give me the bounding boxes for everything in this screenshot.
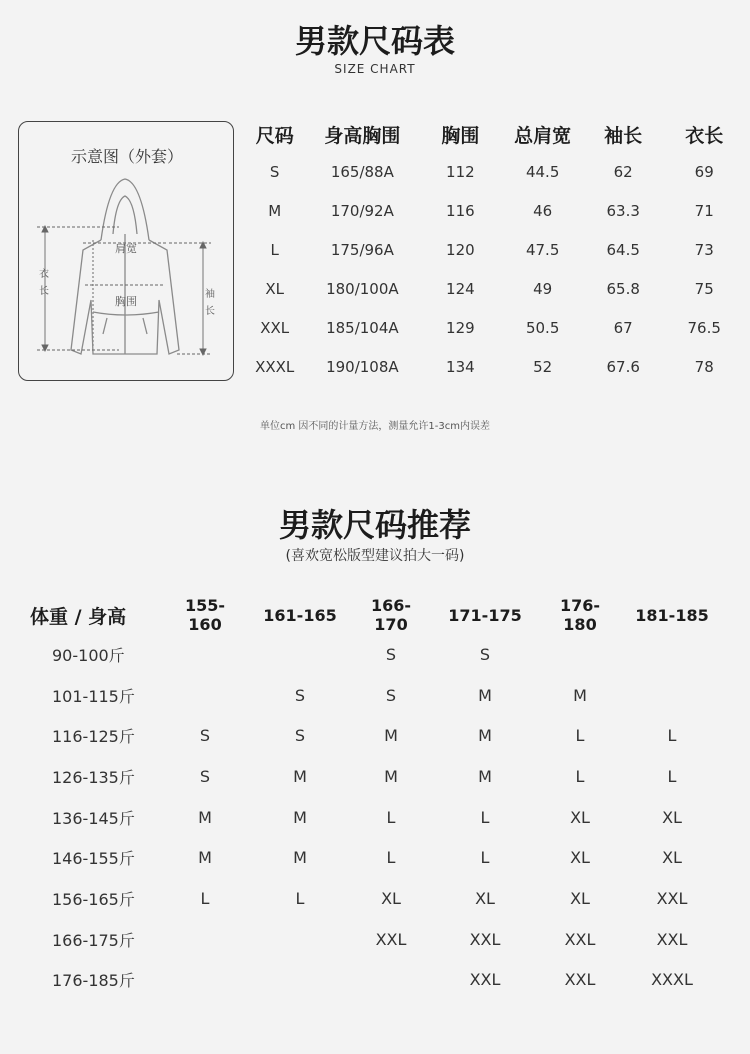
size-cell: L [295, 888, 305, 908]
header-height-range: 161-165 [263, 605, 337, 625]
size-cell: XL [570, 807, 590, 827]
cell-height-chest: 170/92A [330, 201, 394, 220]
recommend-table-header [30, 596, 732, 634]
recommend-subtitle: (喜欢宽松版型建议拍大一码) [285, 548, 465, 564]
size-cell: M [198, 807, 212, 827]
size-cell: M [573, 685, 587, 705]
header-weight-height: 体重 / 身高 [30, 605, 127, 628]
cell-size: XL [265, 279, 285, 298]
cell-shoulder: 44.5 [525, 162, 560, 181]
cell-chest: 124 [446, 279, 475, 298]
size-cell: S [199, 766, 211, 786]
cell-size: XXXL [255, 357, 295, 376]
cell-sleeve: 67 [613, 318, 633, 337]
header-height-range: 155-160 [184, 596, 226, 634]
size-cell: S [385, 644, 397, 664]
cell-length: 73 [694, 240, 714, 259]
measurement-note: 单位cm 因不同的计量方法，测量允许1-3cm内误差 [260, 421, 490, 432]
size-cell [612, 634, 732, 675]
table-row [30, 960, 732, 1001]
header-height-range: 176-180 [559, 596, 601, 634]
header-height-chest: 身高胸围 [324, 124, 401, 147]
table-row [30, 675, 732, 716]
sleeve-label-1: 袖 [205, 289, 215, 300]
cell-chest: 112 [446, 162, 475, 181]
cell-chest: 116 [446, 201, 475, 220]
size-cell: S [199, 726, 211, 746]
cell-size: M [268, 201, 282, 220]
cell-size: S [269, 162, 280, 181]
size-cell [548, 634, 612, 675]
table-row [248, 191, 750, 230]
weight-label: 156-165斤 [52, 889, 135, 909]
size-cell: M [293, 766, 307, 786]
size-cell: M [293, 807, 307, 827]
weight-label: 90-100斤 [52, 645, 125, 665]
weight-label: 176-185斤 [52, 971, 135, 991]
size-cell: L [200, 888, 210, 908]
cell-length: 69 [694, 162, 714, 181]
size-cell: XXXL [651, 970, 693, 990]
size-cell: L [667, 726, 677, 746]
cell-sleeve: 62 [613, 162, 633, 181]
size-table [248, 116, 750, 386]
table-row [30, 756, 732, 797]
cell-chest: 120 [446, 240, 475, 259]
size-cell: M [198, 848, 212, 868]
size-cell: XL [662, 848, 682, 868]
size-cell: L [667, 766, 677, 786]
size-cell: M [478, 726, 492, 746]
size-cell: XXL [564, 929, 596, 949]
size-cell: L [480, 848, 490, 868]
size-cell: XL [381, 888, 401, 908]
size-cell: XXL [656, 929, 688, 949]
size-cell: M [478, 685, 492, 705]
jacket-diagram [18, 121, 234, 381]
size-cell: XL [662, 807, 682, 827]
table-row [30, 715, 732, 756]
size-cell [240, 919, 360, 960]
table-row [30, 878, 732, 919]
size-cell: XL [570, 888, 590, 908]
size-cell: XXL [469, 929, 501, 949]
table-row [248, 269, 750, 308]
cell-shoulder: 46 [533, 201, 553, 220]
size-cell: M [384, 726, 398, 746]
header-length: 衣长 [685, 124, 724, 147]
cell-sleeve: 65.8 [606, 279, 640, 298]
size-cell [612, 675, 732, 716]
table-row [30, 797, 732, 838]
size-cell [240, 960, 360, 1001]
shoulder-label: 肩宽 [115, 242, 137, 255]
cell-height-chest: 175/96A [330, 240, 394, 259]
size-cell [170, 919, 240, 960]
weight-label: 116-125斤 [52, 727, 135, 747]
weight-label: 101-115斤 [52, 686, 135, 706]
cell-shoulder: 47.5 [525, 240, 560, 259]
cell-shoulder: 52 [533, 357, 553, 376]
cell-height-chest: 190/108A [326, 357, 399, 376]
size-cell: L [480, 807, 490, 827]
size-cell: L [386, 848, 396, 868]
sleeve-label-2: 长 [205, 306, 215, 317]
cell-length: 78 [694, 357, 714, 376]
weight-label: 146-155斤 [52, 849, 135, 869]
cell-shoulder: 49 [533, 279, 553, 298]
table-row [30, 919, 732, 960]
cell-size: L [270, 240, 279, 259]
size-cell: XXL [375, 929, 407, 949]
length-label-1: 衣 [39, 269, 49, 280]
cell-length: 75 [694, 279, 714, 298]
jacket-illustration [19, 122, 235, 382]
size-cell: M [478, 766, 492, 786]
size-cell: S [385, 685, 397, 705]
cell-height-chest: 180/100A [326, 279, 399, 298]
size-cell: M [293, 848, 307, 868]
size-cell: S [294, 726, 306, 746]
size-cell [360, 960, 422, 1001]
table-row [30, 634, 732, 675]
size-cell [170, 634, 240, 675]
size-cell: XXL [469, 970, 501, 990]
header-chest: 胸围 [441, 124, 480, 147]
chest-label: 胸围 [115, 295, 137, 308]
recommend-table [30, 596, 732, 1000]
size-cell: XXL [564, 970, 596, 990]
diagram-label: 示意图（外套） [70, 147, 183, 166]
header-size: 尺码 [255, 124, 294, 147]
header-sleeve: 袖长 [604, 124, 643, 147]
weight-label: 126-135斤 [52, 767, 135, 787]
cell-sleeve: 67.6 [606, 357, 640, 376]
cell-size: XXL [260, 318, 290, 337]
table-row [248, 152, 750, 191]
size-cell: XL [475, 888, 495, 908]
cell-shoulder: 50.5 [525, 318, 560, 337]
header-height-range: 166-170 [370, 596, 412, 634]
table-row [248, 230, 750, 269]
weight-label: 166-175斤 [52, 930, 135, 950]
cell-height-chest: 185/104A [326, 318, 399, 337]
cell-height-chest: 165/88A [330, 162, 394, 181]
cell-length: 71 [694, 201, 714, 220]
size-cell: L [575, 766, 585, 786]
cell-sleeve: 64.5 [606, 240, 640, 259]
size-cell: XXL [656, 888, 688, 908]
size-cell: XL [570, 848, 590, 868]
size-chart-title: 男款尺码表 [294, 22, 455, 60]
cell-length: 76.5 [687, 318, 721, 337]
size-cell [240, 634, 360, 675]
header-shoulder: 总肩宽 [514, 124, 572, 147]
cell-sleeve: 63.3 [606, 201, 640, 220]
cell-chest: 134 [446, 357, 475, 376]
size-chart-subtitle: SIZE CHART [334, 62, 416, 76]
length-label-2: 长 [39, 286, 49, 297]
cell-chest: 129 [446, 318, 475, 337]
size-cell: M [384, 766, 398, 786]
size-table-header [248, 116, 750, 152]
size-cell [170, 960, 240, 1001]
table-row [248, 347, 750, 386]
weight-label: 136-145斤 [52, 808, 135, 828]
size-cell: L [575, 726, 585, 746]
recommend-title: 男款尺码推荐 [278, 506, 471, 544]
size-cell: S [479, 644, 491, 664]
size-cell: L [386, 807, 396, 827]
header-height-range: 181-185 [635, 605, 709, 625]
size-cell [170, 675, 240, 716]
header-height-range: 171-175 [448, 605, 522, 625]
table-row [248, 308, 750, 347]
size-cell: S [294, 685, 306, 705]
table-row [30, 837, 732, 878]
